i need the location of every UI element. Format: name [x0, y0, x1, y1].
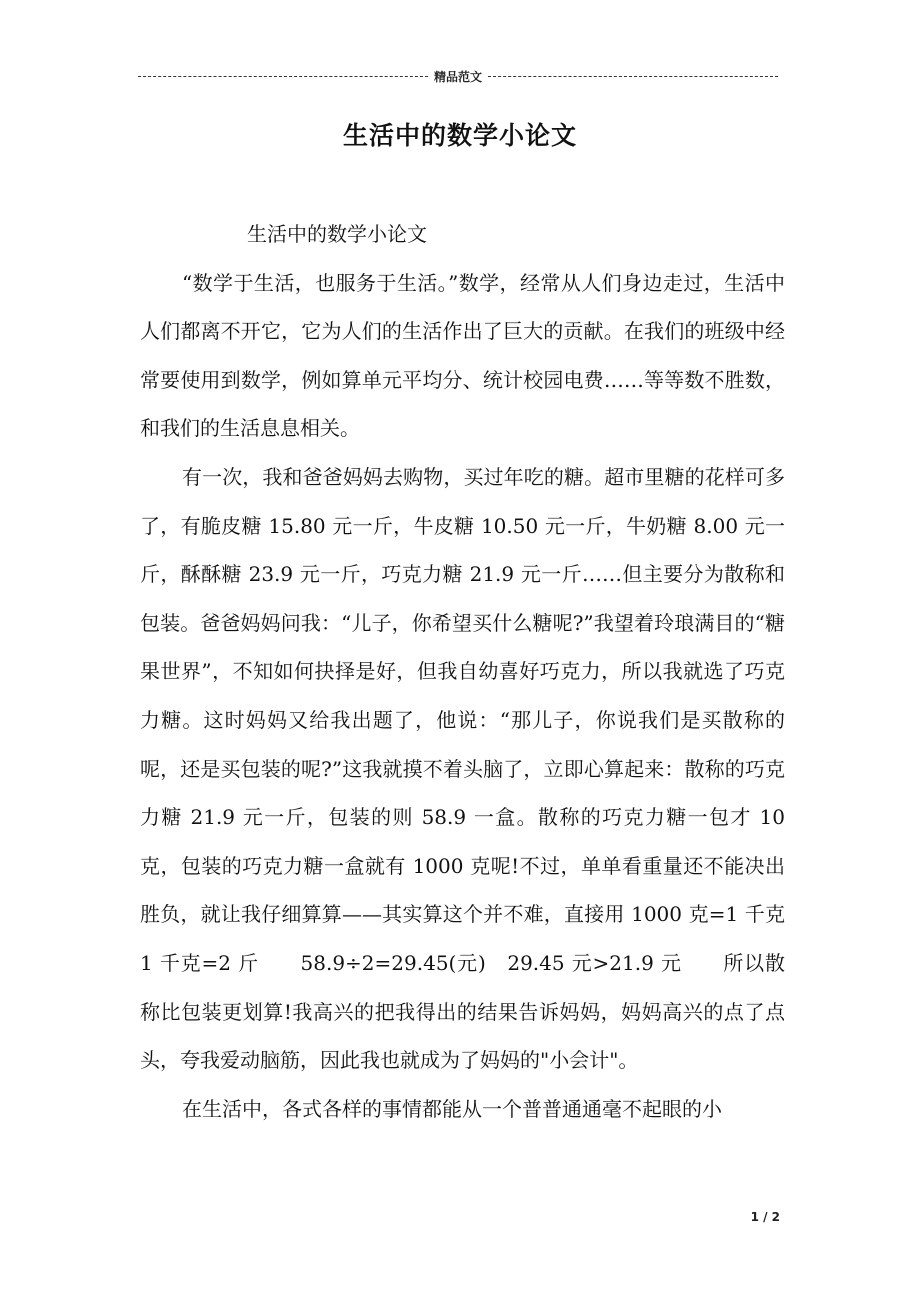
paragraph-1: “数学于生活，也服务于生活。”数学，经常从人们身边走过，生活中人们都离不开它，它为人们的生活作出了巨大的贡献。在我们的班级中经常要使用到数学，例如算单元平均分、统计校园电费……等等数不胜数，和我们的生活息息相关。	[140, 270, 785, 441]
page-number: 1 / 2	[750, 1210, 780, 1224]
paragraph-3: 在生活中，各式各样的事情都能从一个普普通通毫不起眼的小	[182, 1096, 722, 1121]
document-body	[140, 210, 865, 1133]
header-label: 精品范文	[434, 69, 483, 84]
header-dash-left	[138, 76, 428, 77]
subtitle: 生活中的数学小论文	[247, 222, 427, 246]
document-title: 生活中的数学小论文	[342, 121, 577, 150]
paragraph-2: 有一次，我和爸爸妈妈去购物，买过年吃的糖。超市里糖的花样可多了，有脆皮糖 15.80 元一斤，牛皮糖 10.50 元一斤，牛奶糖 8.00 元一斤，酥酥糖 23.9 元一斤，巧克力糖 21.9 元一斤……但主要分为散称和包装。爸爸妈妈问我：“儿子，你希望买什么糖呢?”我望着玲琅满目的“糖果世界”，不知如何抉择是好，但我自幼喜好巧克力，所以我就选了巧克力糖。这时妈妈又给我出题了，他说：“那儿子，你说我们是买散称的呢，还是买包装的呢?”这我就摸不着头脑了，立即心算起来：散称的巧克力糖 21.9 元一斤，包装的则 58.9 一盒。散称的巧克力糖一包才 10 克，包装的巧克力糖一盒就有 1000 克呢!不过，单单看重量还不能决出胜负，就让我仔细算算——其实算这个并不难，直接用 1000 克=1 千克 1 千克=2 斤 58.9÷2=29.45(元) 29.45 元>21.9 元 所以散称比包装更划算!我高兴的把我得出的结果告诉妈妈，妈妈高兴的点了点头，夸我爱动脑筋，因此我也就成为了妈妈的"小会计"。	[140, 464, 865, 1073]
header-divider	[138, 66, 778, 86]
header-dash-right	[488, 76, 778, 77]
